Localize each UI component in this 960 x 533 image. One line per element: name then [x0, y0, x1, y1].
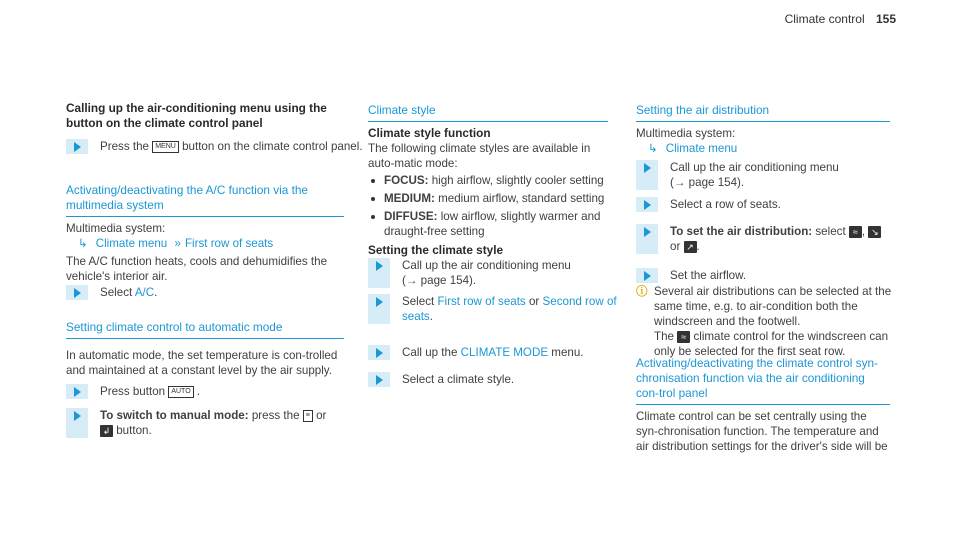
- windscreen-air-icon: ≈: [677, 331, 690, 343]
- heading-climate-style: Climate style: [368, 103, 608, 122]
- climate-menu-link[interactable]: Climate menu: [95, 237, 168, 250]
- step-arrow-icon: [636, 197, 658, 212]
- step-arrow-icon: [368, 372, 390, 387]
- heading-ac-function: Activating/deactivating the A/C function via the multimedia system: [66, 183, 344, 217]
- multimedia-label: Multimedia system:: [636, 127, 736, 140]
- subheading-setting-climate-style: Setting the climate style: [368, 243, 504, 257]
- climate-style-list: [368, 173, 608, 239]
- page-reference-link[interactable]: (→ page 154).: [402, 274, 477, 287]
- heading-automatic-mode: Setting climate control to automatic mode: [66, 320, 344, 339]
- step-set-distribution: To set the air distribution: select ≈ , ↘ or ↗ .: [636, 224, 924, 254]
- step-call-menu: Call up the air conditioning menu (→ page 154).: [636, 160, 924, 190]
- submenu-arrow-icon: ↳: [78, 237, 88, 250]
- step-call-menu: Call up the air conditioning menu (→ page 154).: [368, 258, 642, 288]
- step-climate-mode-menu: Call up the CLIMATE MODE menu.: [368, 345, 642, 360]
- multimedia-label: Multimedia system:: [66, 222, 166, 235]
- step-press-menu: Press the MENU button on the climate control panel.: [66, 139, 378, 154]
- step-arrow-icon: [368, 345, 390, 360]
- step-arrow-icon: [636, 160, 658, 190]
- step-arrow-icon: [636, 224, 658, 254]
- step-arrow-icon: [368, 294, 390, 324]
- synchronisation-description: Climate control can be set centrally using the syn-chronisation function. The temperature and air distribution settings for the driver's side will be: [636, 410, 888, 453]
- page-reference-link[interactable]: (→ page 154).: [670, 176, 745, 189]
- step-arrow-icon: [66, 139, 88, 154]
- upper-body-air-icon: ↗: [684, 241, 697, 253]
- climate-style-intro: The following climate styles are available in auto-matic mode:: [368, 142, 591, 170]
- step-arrow-icon: [66, 285, 88, 300]
- ac-option[interactable]: A/C: [134, 286, 155, 299]
- ac-description: The A/C function heats, cools and dehumidifies the vehicle's interior air.: [66, 255, 328, 283]
- second-row-option[interactable]: Second row of seats: [402, 295, 617, 323]
- step-arrow-icon: [636, 268, 658, 283]
- windscreen-air-icon: ≈: [849, 226, 862, 238]
- page-number: 155: [875, 12, 896, 26]
- submenu-arrow-icon: ↳: [648, 142, 658, 155]
- step-set-airflow: Set the airflow.: [636, 268, 924, 283]
- first-row-option[interactable]: First row of seats: [437, 295, 526, 308]
- subheading-climate-style-function: Climate style function: [368, 126, 491, 140]
- step-arrow-icon: [66, 384, 88, 399]
- step-select-ac: Select A/C.: [66, 285, 378, 300]
- list-item: DIFFUSE: low airflow, slightly warmer and draught-free setting: [368, 209, 608, 239]
- step-arrow-icon: [368, 258, 390, 288]
- menu-path: [66, 236, 356, 251]
- automatic-description: In automatic mode, the set temperature is con-trolled and maintained at a constant level by the air supply.: [66, 349, 338, 377]
- heading-menu-button: Calling up the air-conditioning menu using the button on the climate control panel: [66, 101, 327, 130]
- info-note: ⓘ Several air distributions can be selected at the same time, e.g. to air-condition both the windscreen and the footwell. The ≈ climate control for the windscreen can only be selected for the first seat row.: [636, 285, 892, 358]
- list-item: FOCUS: high airflow, slightly cooler setting: [368, 173, 608, 188]
- section-title: Climate control: [784, 12, 865, 26]
- double-chevron-icon: »: [174, 237, 181, 250]
- step-arrow-icon: [66, 408, 88, 438]
- climate-menu-link[interactable]: Climate menu: [665, 142, 738, 155]
- step-manual-mode: To switch to manual mode: press the ≡ or ↲ button.: [66, 408, 378, 438]
- list-item: MEDIUM: medium airflow, standard setting: [368, 191, 608, 206]
- climate-mode-option[interactable]: CLIMATE MODE: [460, 346, 549, 359]
- first-row-link[interactable]: First row of seats: [184, 237, 274, 250]
- air-distribution-icon: ↲: [100, 425, 113, 437]
- step-select-row: Select a row of seats.: [636, 197, 924, 212]
- footwell-air-icon: ↘: [868, 226, 881, 238]
- menu-path: [636, 141, 737, 156]
- step-select-style: Select a climate style.: [368, 372, 642, 387]
- step-press-auto: Press button AUTO .: [66, 384, 378, 399]
- heading-air-distribution: Setting the air distribution: [636, 103, 890, 122]
- fan-key-icon: ≡: [303, 410, 313, 422]
- menu-key-icon: MENU: [152, 141, 179, 153]
- auto-key-icon: AUTO: [168, 386, 193, 398]
- step-select-row: Select First row of seats or Second row of seats.: [368, 294, 642, 324]
- heading-synchronisation: Activating/deactivating the climate control syn-chronisation function via the air conditioning con-trol panel: [636, 356, 890, 405]
- page-header: [785, 12, 896, 27]
- info-icon: ⓘ: [636, 285, 648, 298]
